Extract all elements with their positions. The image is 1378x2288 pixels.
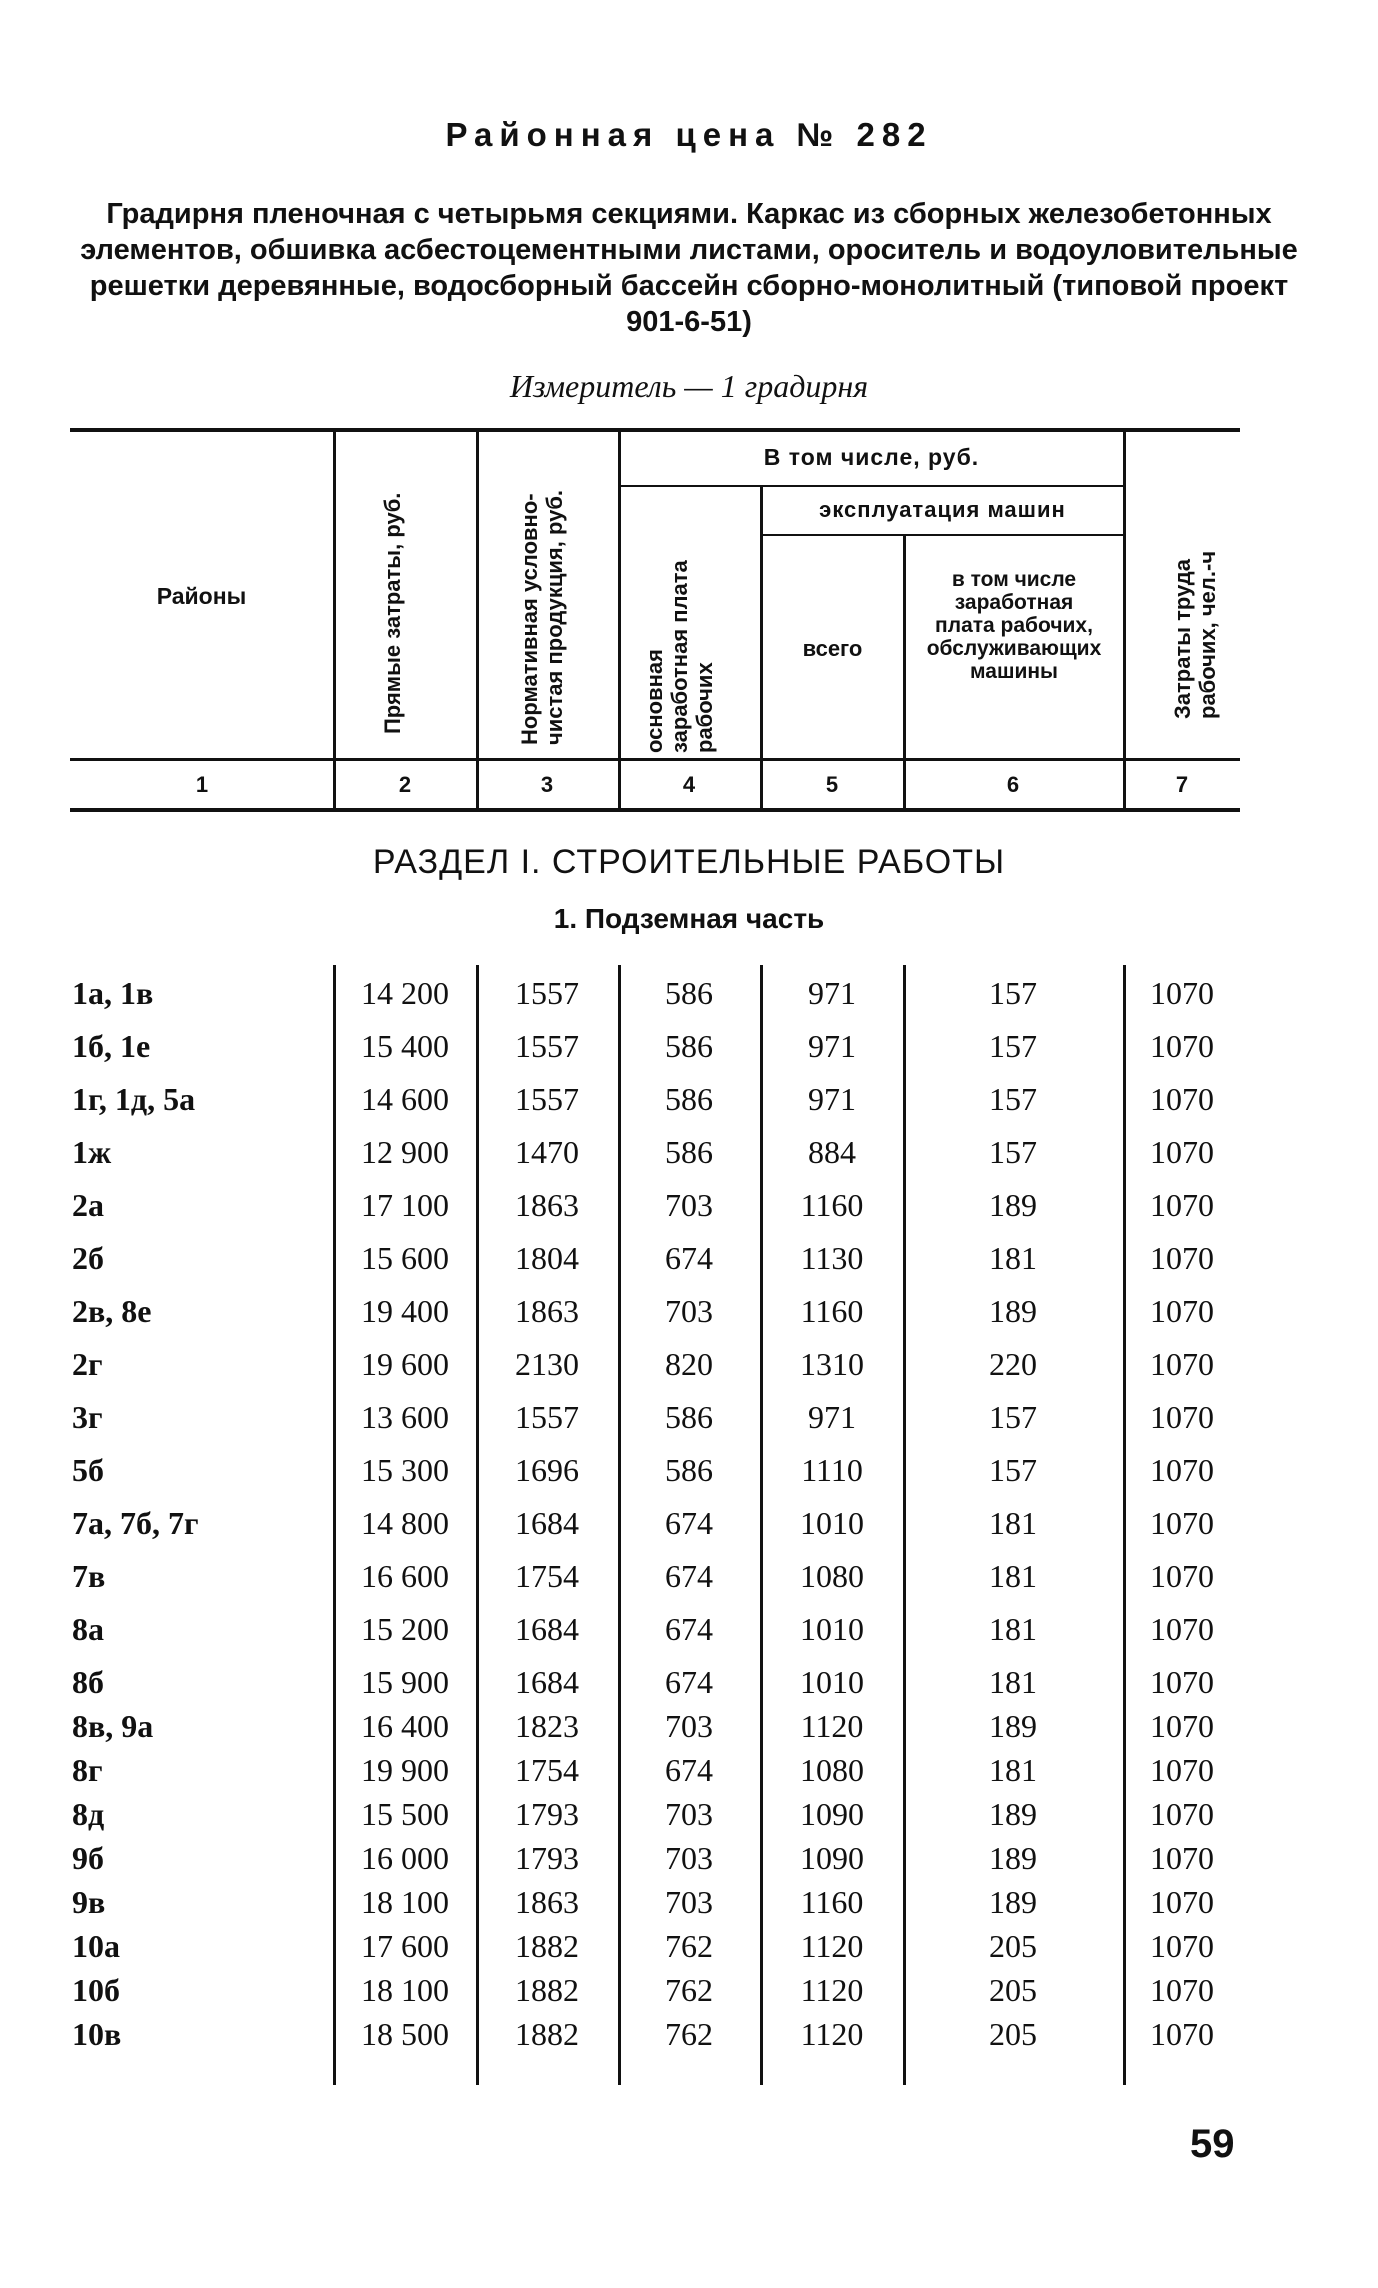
value-cell-c6: 189: [989, 1796, 1037, 1832]
value-cell-c7: 1070: [1150, 1081, 1214, 1117]
value-cell-c4: 762: [665, 2016, 713, 2052]
region-cell: 10в: [72, 2016, 122, 2052]
value-cell-c5: 884: [808, 1134, 856, 1170]
value-cell-c7: 1070: [1150, 1134, 1214, 1170]
value-cell-c4: 703: [665, 1884, 713, 1920]
value-cell-c5: 1120: [800, 2016, 864, 2052]
table-row: [0, 1928, 1378, 1972]
section-title: РАЗДЕЛ I. СТРОИТЕЛЬНЫЕ РАБОТЫ: [372, 843, 1006, 881]
value-cell-c5: 971: [808, 1081, 856, 1117]
value-cell-c7: 1070: [1150, 2016, 1214, 2052]
value-cell-c4: 703: [665, 1187, 713, 1223]
table-row: [0, 1611, 1378, 1655]
value-cell-c7: 1070: [1150, 1928, 1214, 1964]
value-cell-c3: 1557: [515, 975, 579, 1011]
value-cell-c7: 1070: [1150, 1028, 1214, 1064]
region-cell: 3г: [72, 1399, 103, 1435]
value-cell-c5: 1010: [800, 1664, 864, 1700]
column-number: 6: [1006, 772, 1020, 797]
value-cell-c2: 17 100: [361, 1187, 449, 1223]
value-cell-c5: 1120: [800, 1972, 864, 2008]
value-cell-c2: 15 500: [361, 1796, 449, 1832]
header-divider: [476, 432, 479, 808]
value-cell-c2: 19 600: [361, 1346, 449, 1382]
region-cell: 10а: [72, 1928, 120, 1964]
value-cell-c4: 674: [665, 1505, 713, 1541]
value-cell-c6: 157: [989, 1081, 1037, 1117]
header-divider: [903, 535, 906, 808]
value-cell-c4: 762: [665, 1972, 713, 2008]
column-number: 2: [398, 772, 412, 797]
table-row: [0, 2016, 1378, 2060]
value-cell-c5: 1130: [800, 1240, 864, 1276]
value-cell-c6: 205: [989, 1972, 1037, 2008]
value-cell-c7: 1070: [1150, 1708, 1214, 1744]
value-cell-c4: 674: [665, 1752, 713, 1788]
value-cell-c2: 15 600: [361, 1240, 449, 1276]
value-cell-c3: 1882: [515, 1972, 579, 2008]
value-cell-c6: 189: [989, 1293, 1037, 1329]
header-machines-wage: в том числе заработная плата рабочих, обслуживающих машины: [926, 568, 1102, 683]
value-cell-c6: 220: [989, 1346, 1037, 1382]
table-row: [0, 1081, 1378, 1125]
table-row: [0, 1884, 1378, 1928]
value-cell-c2: 15 900: [361, 1664, 449, 1700]
header-base-wage: основная заработная плата рабочих: [642, 560, 717, 753]
value-cell-c4: 820: [665, 1346, 713, 1382]
region-cell: 10б: [72, 1972, 120, 2008]
value-cell-c4: 586: [665, 1399, 713, 1435]
value-cell-c6: 189: [989, 1884, 1037, 1920]
value-cell-c2: 12 900: [361, 1134, 449, 1170]
region-cell: 2в, 8е: [72, 1293, 152, 1329]
column-number: 4: [682, 772, 696, 797]
value-cell-c6: 205: [989, 1928, 1037, 1964]
value-cell-c3: 1863: [515, 1293, 579, 1329]
header-machine-operation: эксплуатация машин: [819, 497, 1066, 522]
region-cell: 8а: [72, 1611, 104, 1647]
value-cell-c3: 1557: [515, 1399, 579, 1435]
value-cell-c7: 1070: [1150, 1452, 1214, 1488]
value-cell-c6: 181: [989, 1752, 1037, 1788]
value-cell-c5: 1160: [800, 1884, 864, 1920]
value-cell-c6: 189: [989, 1708, 1037, 1744]
value-cell-c7: 1070: [1150, 1558, 1214, 1594]
value-cell-c4: 586: [665, 975, 713, 1011]
header-including: В том числе, руб.: [763, 444, 980, 470]
value-cell-c7: 1070: [1150, 1505, 1214, 1541]
value-cell-c3: 1684: [515, 1611, 579, 1647]
value-cell-c5: 1110: [801, 1452, 863, 1488]
value-cell-c4: 703: [665, 1796, 713, 1832]
value-cell-c3: 1863: [515, 1884, 579, 1920]
value-cell-c6: 157: [989, 1399, 1037, 1435]
value-cell-c5: 1160: [800, 1293, 864, 1329]
value-cell-c6: 181: [989, 1611, 1037, 1647]
value-cell-c2: 14 600: [361, 1081, 449, 1117]
value-cell-c2: 14 800: [361, 1505, 449, 1541]
value-cell-c5: 971: [808, 975, 856, 1011]
region-cell: 5б: [72, 1452, 104, 1488]
value-cell-c7: 1070: [1150, 1346, 1214, 1382]
region-cell: 8д: [72, 1796, 105, 1832]
value-cell-c6: 189: [989, 1187, 1037, 1223]
table-top-rule: [70, 428, 1240, 432]
value-cell-c3: 1754: [515, 1752, 579, 1788]
column-number: 5: [825, 772, 839, 797]
value-cell-c6: 181: [989, 1505, 1037, 1541]
value-cell-c2: 17 600: [361, 1928, 449, 1964]
value-cell-c5: 1080: [800, 1752, 864, 1788]
value-cell-c2: 19 900: [361, 1752, 449, 1788]
value-cell-c4: 586: [665, 1028, 713, 1064]
region-cell: 1б, 1е: [72, 1028, 151, 1064]
value-cell-c6: 157: [989, 975, 1037, 1011]
table-row: [0, 1452, 1378, 1496]
value-cell-c4: 674: [665, 1558, 713, 1594]
value-cell-c5: 1010: [800, 1611, 864, 1647]
value-cell-c7: 1070: [1150, 1240, 1214, 1276]
value-cell-c3: 1557: [515, 1081, 579, 1117]
value-cell-c5: 971: [808, 1399, 856, 1435]
header-bottom-rule: [70, 758, 1240, 761]
value-cell-c3: 2130: [515, 1346, 579, 1382]
value-cell-c2: 18 100: [361, 1884, 449, 1920]
value-cell-c5: 1090: [800, 1796, 864, 1832]
value-cell-c7: 1070: [1150, 1399, 1214, 1435]
value-cell-c3: 1470: [515, 1134, 579, 1170]
value-cell-c3: 1793: [515, 1796, 579, 1832]
table-row: [0, 1187, 1378, 1231]
value-cell-c7: 1070: [1150, 1840, 1214, 1876]
value-cell-c3: 1804: [515, 1240, 579, 1276]
region-cell: 8г: [72, 1752, 103, 1788]
header-divider: [618, 432, 621, 808]
table-row: [0, 1708, 1378, 1752]
value-cell-c7: 1070: [1150, 1664, 1214, 1700]
value-cell-c6: 205: [989, 2016, 1037, 2052]
value-cell-c3: 1882: [515, 2016, 579, 2052]
table-row: [0, 1028, 1378, 1072]
region-cell: 8б: [72, 1664, 104, 1700]
unit-of-measure: Измеритель — 1 градирня: [509, 368, 869, 404]
value-cell-c7: 1070: [1150, 1611, 1214, 1647]
header-normative-production: Нормативная условно-чистая продукция, руб.: [517, 489, 567, 745]
value-cell-c4: 674: [665, 1240, 713, 1276]
value-cell-c4: 674: [665, 1611, 713, 1647]
value-cell-c7: 1070: [1150, 1187, 1214, 1223]
value-cell-c7: 1070: [1150, 975, 1214, 1011]
value-cell-c4: 762: [665, 1928, 713, 1964]
region-cell: 1а, 1в: [72, 975, 154, 1011]
page-number: 59: [1190, 2122, 1235, 2166]
value-cell-c2: 18 500: [361, 2016, 449, 2052]
table-row: [0, 1840, 1378, 1884]
region-cell: 2г: [72, 1346, 103, 1382]
table-row: [0, 1240, 1378, 1284]
value-cell-c4: 586: [665, 1452, 713, 1488]
header-regions: Районы: [156, 583, 247, 609]
value-cell-c5: 1310: [800, 1346, 864, 1382]
region-cell: 8в, 9а: [72, 1708, 154, 1744]
value-cell-c2: 16 000: [361, 1840, 449, 1876]
value-cell-c2: 16 600: [361, 1558, 449, 1594]
value-cell-c2: 16 400: [361, 1708, 449, 1744]
value-cell-c2: 13 600: [361, 1399, 449, 1435]
value-cell-c4: 674: [665, 1664, 713, 1700]
table-row: [0, 1134, 1378, 1178]
value-cell-c7: 1070: [1150, 1972, 1214, 2008]
value-cell-c3: 1823: [515, 1708, 579, 1744]
table-row: [0, 1972, 1378, 2016]
table-row: [0, 975, 1378, 1019]
value-cell-c5: 1160: [800, 1187, 864, 1223]
value-cell-c5: 971: [808, 1028, 856, 1064]
value-cell-c6: 181: [989, 1664, 1037, 1700]
value-cell-c7: 1070: [1150, 1796, 1214, 1832]
value-cell-c3: 1696: [515, 1452, 579, 1488]
page-title: Районная цена № 282: [445, 116, 933, 153]
value-cell-c4: 703: [665, 1840, 713, 1876]
value-cell-c2: 19 400: [361, 1293, 449, 1329]
value-cell-c3: 1882: [515, 1928, 579, 1964]
value-cell-c7: 1070: [1150, 1884, 1214, 1920]
col-numbers-bottom-rule: [70, 808, 1240, 812]
region-cell: 7а, 7б, 7г: [72, 1505, 199, 1541]
column-number: 3: [540, 772, 554, 797]
value-cell-c3: 1684: [515, 1505, 579, 1541]
value-cell-c2: 15 200: [361, 1611, 449, 1647]
value-cell-c2: 15 400: [361, 1028, 449, 1064]
region-cell: 2б: [72, 1240, 104, 1276]
value-cell-c5: 1080: [800, 1558, 864, 1594]
value-cell-c5: 1010: [800, 1505, 864, 1541]
value-cell-c5: 1120: [800, 1928, 864, 1964]
header-divider: [333, 432, 336, 808]
header-subrule: [762, 534, 1123, 536]
value-cell-c6: 181: [989, 1240, 1037, 1276]
value-cell-c3: 1863: [515, 1187, 579, 1223]
value-cell-c3: 1557: [515, 1028, 579, 1064]
value-cell-c2: 15 300: [361, 1452, 449, 1488]
value-cell-c4: 703: [665, 1293, 713, 1329]
value-cell-c6: 157: [989, 1028, 1037, 1064]
value-cell-c4: 586: [665, 1081, 713, 1117]
value-cell-c2: 18 100: [361, 1972, 449, 2008]
value-cell-c2: 14 200: [361, 975, 449, 1011]
header-divider: [1123, 432, 1126, 808]
subsection-title: 1. Подземная часть: [553, 903, 825, 934]
value-cell-c5: 1090: [800, 1840, 864, 1876]
column-number: 1: [195, 772, 209, 797]
table-row: [0, 1505, 1378, 1549]
table-row: [0, 1664, 1378, 1708]
column-number: 7: [1175, 772, 1189, 797]
value-cell-c7: 1070: [1150, 1752, 1214, 1788]
region-cell: 1г, 1д, 5а: [72, 1081, 196, 1117]
value-cell-c6: 181: [989, 1558, 1037, 1594]
object-description: Градирня пленочная с четырьмя секциями. Каркас из сборных железобетонных элементов, обшивка асбестоцементными листами, ороситель и водоуловительные решетки деревянные, водосборный бассейн сборно-монолитный (типовой проект 901-6-51): [80, 198, 1298, 338]
header-direct-costs: Прямые затраты, руб.: [380, 492, 405, 734]
value-cell-c6: 189: [989, 1840, 1037, 1876]
header-labor-costs: Затраты труда рабочих, чел.-ч: [1170, 550, 1220, 719]
table-row: [0, 1752, 1378, 1796]
value-cell-c4: 703: [665, 1708, 713, 1744]
value-cell-c3: 1793: [515, 1840, 579, 1876]
value-cell-c7: 1070: [1150, 1293, 1214, 1329]
table-row: [0, 1558, 1378, 1602]
value-cell-c6: 157: [989, 1134, 1037, 1170]
value-cell-c3: 1684: [515, 1664, 579, 1700]
region-cell: 2а: [72, 1187, 104, 1223]
value-cell-c5: 1120: [800, 1708, 864, 1744]
region-cell: 9б: [72, 1840, 104, 1876]
header-subrule: [620, 485, 1123, 487]
value-cell-c4: 586: [665, 1134, 713, 1170]
region-cell: 9в: [72, 1884, 106, 1920]
region-cell: 7в: [72, 1558, 106, 1594]
header-machines-total: всего: [802, 636, 863, 661]
table-row: [0, 1293, 1378, 1337]
table-row: [0, 1796, 1378, 1840]
value-cell-c6: 157: [989, 1452, 1037, 1488]
table-row: [0, 1399, 1378, 1443]
region-cell: 1ж: [72, 1134, 112, 1170]
value-cell-c3: 1754: [515, 1558, 579, 1594]
table-row: [0, 1346, 1378, 1390]
